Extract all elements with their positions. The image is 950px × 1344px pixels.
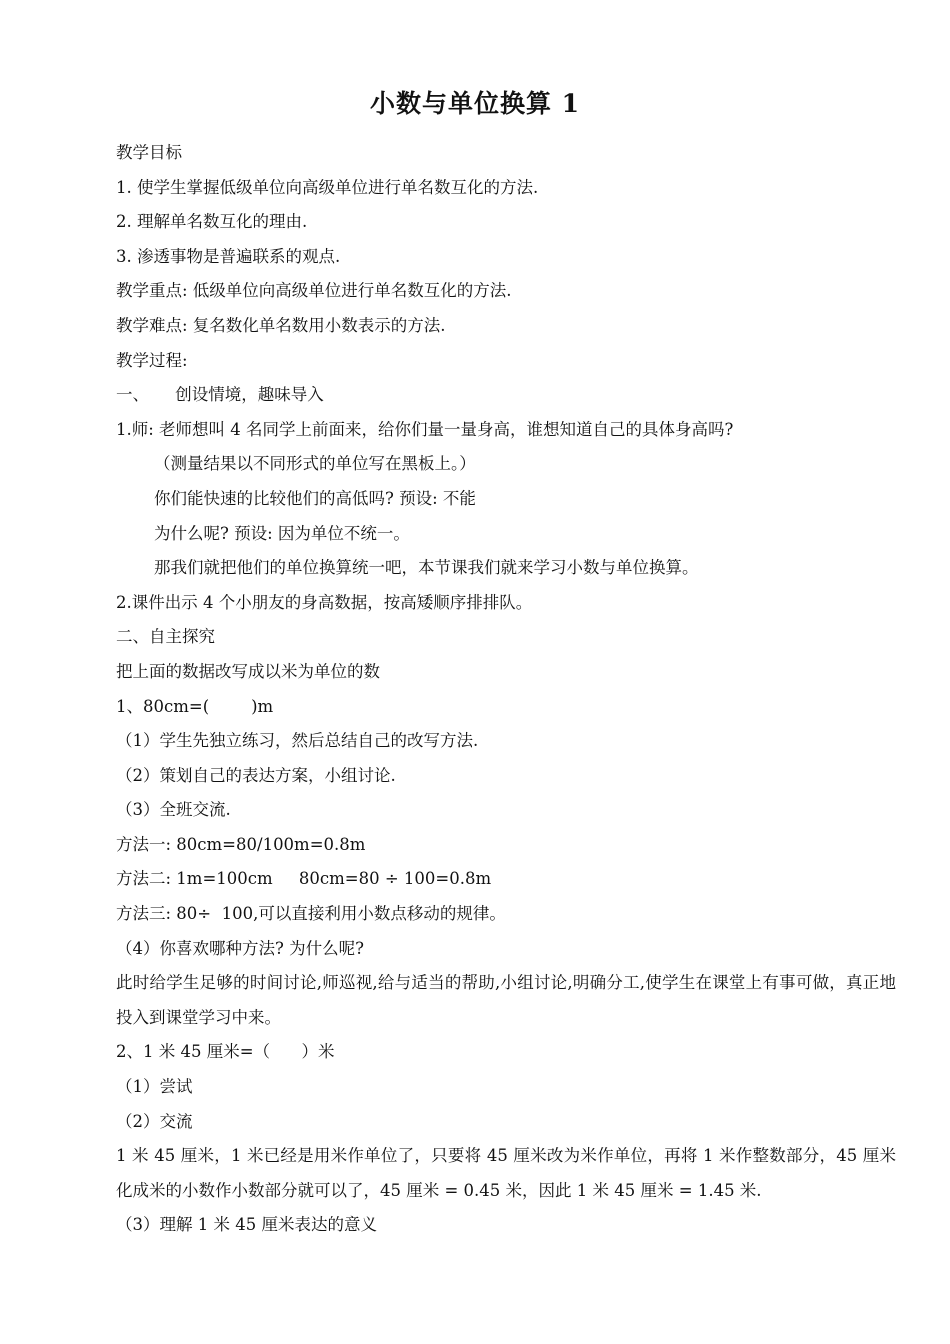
problem-2: 2、1 米 45 厘米=（ ）米	[116, 1042, 335, 1062]
problem-1-step-4: （4）你喜欢哪种方法? 为什么呢?	[116, 938, 364, 958]
problem-2-step-1: （1）尝试	[116, 1077, 193, 1097]
teaching-difficulty: 教学难点: 复名数化单名数用小数表示的方法.	[116, 315, 446, 335]
step-1-conclusion: 那我们就把他们的单位换算统一吧，本节课我们就来学习小数与单位换算。	[154, 558, 699, 578]
section-heading-process: 教学过程:	[116, 350, 188, 370]
discussion-paragraph: 此时给学生足够的时间讨论,师巡视,给与适当的帮助,小组讨论,明确分工,使学生在课堂上有事可做，真正地投入到课堂学习中来。	[116, 973, 896, 1027]
step-1-paragraph: 1.师: 老师想叫 4 名同学上前面来，给你们量一量身高，谁想知道自己的具体身高吗?	[116, 419, 734, 439]
problem-1-step-3: （3）全班交流.	[116, 800, 231, 820]
problem-1: 1、80cm=( )m	[116, 696, 274, 716]
goal-item-3: 3. 渗透事物是普遍联系的观点.	[116, 246, 341, 266]
problem-2-step-3: （3）理解 1 米 45 厘米表达的意义	[116, 1215, 377, 1235]
step-1-reason: 为什么呢? 预设: 因为单位不统一。	[154, 523, 410, 543]
method-2: 方法二: 1m=100cm 80cm=80 ÷ 100=0.8m	[116, 869, 492, 889]
part-one-heading: 一、 创设情境，趣味导入	[116, 385, 324, 405]
page-title: 小数与单位换算 1	[369, 89, 581, 118]
problem-2-explanation: 1 米 45 厘米，1 米已经是用米作单位了，只要将 45 厘米改为米作单位，再将 1 米作整数部分，45 厘米化成米的小数作小数部分就可以了，45 厘米 = 0.45 米，因此 1 米 45 厘米 = 1.45 米.	[116, 1146, 896, 1200]
part-two-heading: 二、自主探究	[116, 627, 215, 647]
step-1-question: 你们能快速的比较他们的高低吗? 预设: 不能	[154, 488, 476, 508]
goal-item-1: 1. 使学生掌握低级单位向高级单位进行单名数互化的方法.	[116, 177, 539, 197]
step-2-paragraph: 2.课件出示 4 个小朋友的身高数据，按高矮顺序排排队。	[116, 592, 533, 612]
method-1: 方法一: 80cm=80/100m=0.8m	[116, 834, 366, 854]
section-heading-goals: 教学目标	[116, 143, 182, 162]
teaching-key-point: 教学重点: 低级单位向高级单位进行单名数互化的方法.	[116, 281, 512, 301]
problem-1-step-1: （1）学生先独立练习，然后总结自己的改写方法.	[116, 731, 479, 751]
task-instruction: 把上面的数据改写成以米为单位的数	[116, 661, 380, 681]
problem-2-step-2: （2）交流	[116, 1111, 193, 1131]
problem-1-step-2: （2）策划自己的表达方案，小组讨论.	[116, 765, 396, 785]
document-body	[116, 136, 896, 1243]
goal-item-2: 2. 理解单名数互化的理由.	[116, 212, 308, 232]
step-1-note: （测量结果以不同形式的单位写在黑板上。）	[154, 454, 476, 474]
method-3: 方法三: 80÷ 100,可以直接利用小数点移动的规律。	[116, 904, 506, 924]
